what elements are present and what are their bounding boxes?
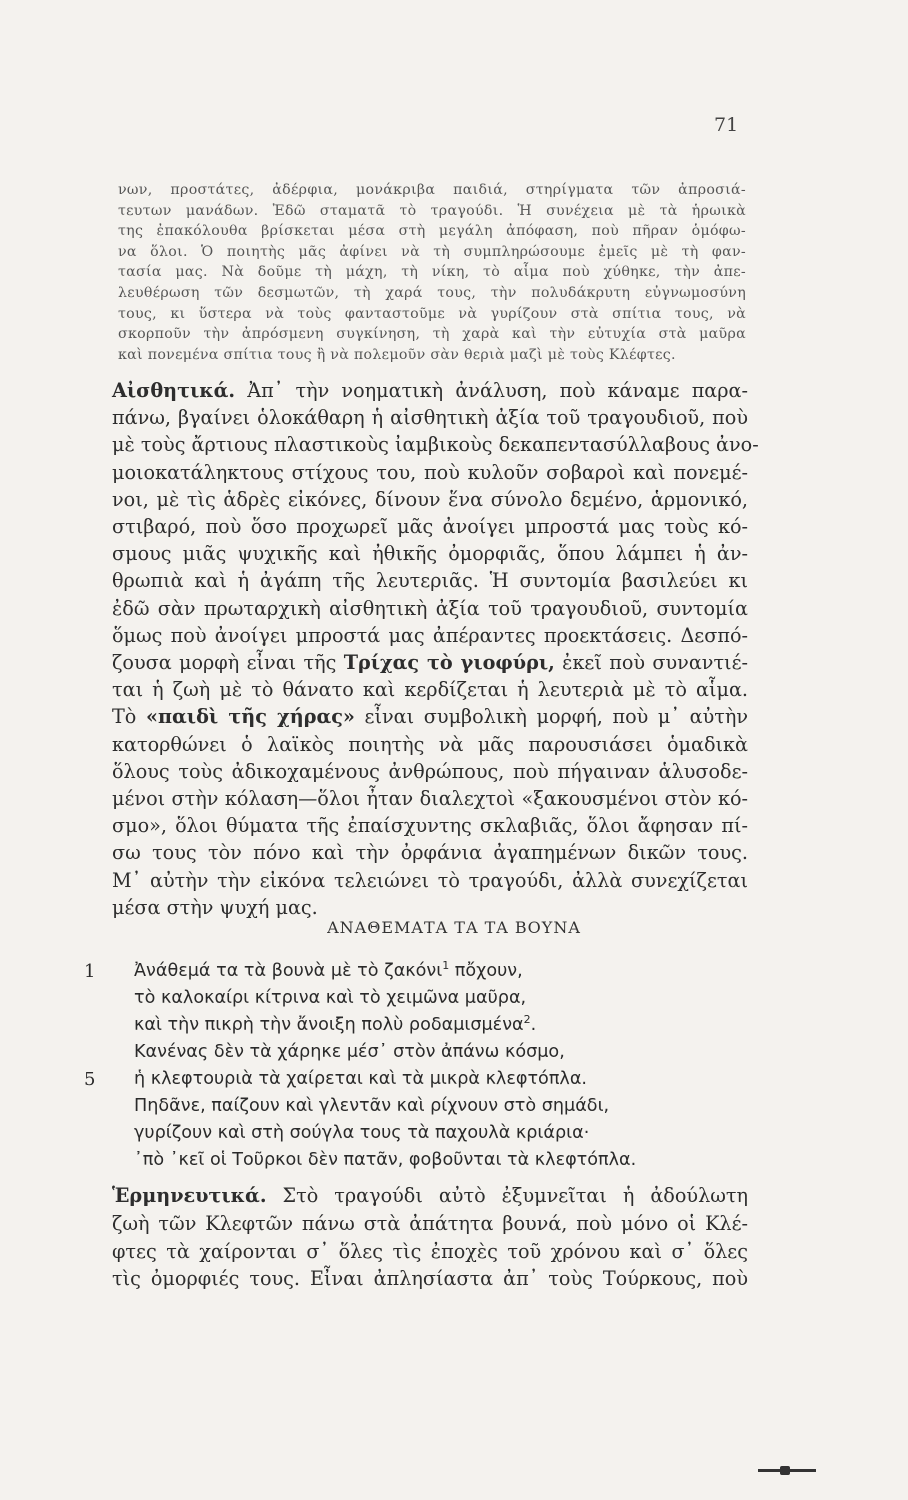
- verse-text-part: .: [530, 1015, 537, 1035]
- aesthetic-line: σμους μιᾶς ψυχικῆς καὶ ἠθικῆς ὀμορφιᾶς, ὅπου λάμπει ἡ ἀν-: [112, 542, 748, 566]
- aesthetic-heading: Αἰσθητικά.: [112, 379, 236, 402]
- footnote-marker: 1: [442, 959, 450, 973]
- bold-title-widow-child: «παιδὶ τῆς χήρας»: [146, 705, 355, 729]
- verse-text-part: πὄχουν,: [449, 961, 523, 981]
- verse-text: τὸ καλοκαίρι κίτρινα καὶ τὸ χειμῶνα μαῦρα,: [134, 988, 527, 1008]
- aesthetic-line: μὲ τοὺς ἄρτιους πλαστικοὺς ἰαμβικοὺς δεκαπεντασύλλαβους ἀνο-: [112, 433, 759, 457]
- verse-text-part: Ἀνάθεμά τα τὰ βουνὰ μὲ τὸ ζακόνι: [134, 961, 443, 981]
- hermeneutic-line: φτες τὰ χαίρονται σ᾽ ὅλες τὶς ἐποχὲς τοῦ χρόνου καὶ σ᾽ ὅλες: [112, 1239, 748, 1263]
- aesthetic-line-text: Τὸ: [112, 705, 146, 729]
- intro-line: τασία μας. Νὰ δοῦμε τὴ μάχη, τὴ νίκη, τὸ αἷμα ποὺ χύθηκε, τὴν ἀπε-: [118, 264, 746, 281]
- intro-line: σκορποῦν τὴν ἀπρόσμενη συγκίνηση, τὴ χαρὰ καὶ τὴν εὐτυχία στὰ μαῦρα: [118, 326, 746, 343]
- aesthetic-line: νοι, μὲ τὶς ἁδρὲς εἰκόνες, δίνουν ἕνα σύνολο δεμένο, ἁρμονικό,: [112, 487, 748, 511]
- intro-line: νων, προστάτες, ἀδέρφια, μονάκριβα παιδιά, στηρίγματα τῶν ἀπροσιά-: [118, 182, 746, 198]
- aesthetic-line: ὅμως ποὺ ἀνοίγει μπροστά μας ἀπέραντες προεκτάσεις. Δεσπό-: [112, 623, 748, 647]
- aesthetic-line: ὅλους τοὺς ἀδικοχαμένους ἀνθρώπους, ποὺ πήγαιναν ἁλυσοδε-: [112, 759, 748, 783]
- decorative-mark: [780, 1466, 790, 1475]
- intro-line: καὶ πονεμένα σπίτια τους ἢ νὰ πολεμοῦν σὰν θεριὰ μαζὶ μὲ τοὺς Κλέφτες.: [118, 346, 676, 363]
- poem: [0, 958, 908, 1174]
- verse: [0, 1147, 908, 1174]
- verse: [0, 1039, 908, 1066]
- verse-text: ἡ κλεφτουριὰ τὰ χαίρεται καὶ τὰ μικρὰ κλεφτόπλα.: [134, 1069, 588, 1089]
- intro-line: τους, κι ὕστερα νὰ τοὺς φανταστοῦμε νὰ γυρίζουν στὰ σπίτια τους, νὰ: [118, 305, 746, 322]
- verse-number: 5: [84, 1069, 96, 1090]
- aesthetic-line-text: ἐκεῖ ποὺ συναντιέ-: [554, 651, 749, 675]
- aesthetic-line-text: Ἀπ᾽ τὴν νοηματικὴ ἀνάλυση, ποὺ κάναμε παρα-: [235, 379, 748, 402]
- verse: [0, 985, 908, 1012]
- verse-number: 1: [84, 961, 96, 982]
- intro-line: της ἐπακόλουθα βρίσκεται μέσα στὴ μεγάλη ἀπόφαση, ποὺ πῆραν ὁμόφω-: [118, 223, 746, 240]
- aesthetic-line: μένοι στὴν κόλαση—ὅλοι ἦταν διαλεχτοὶ «ξακουσμένοι στὸν κό-: [112, 787, 748, 811]
- bold-title-bridge: Τρίχας τὸ γιοφύρι,: [343, 651, 555, 675]
- verse-text: Κανένας δὲν τὰ χάρηκε μέσ᾽ στὸν ἀπάνω κόσμο,: [134, 1042, 565, 1062]
- intro-line: να ὅλοι. Ὁ ποιητὴς μᾶς ἀφίνει νὰ τὴ συμπληρώσουμε ἐμεῖς μὲ τὴ φαν-: [118, 243, 746, 260]
- aesthetic-line: στιβαρό, ποὺ ὅσο προχωρεῖ μᾶς ἀνοίγει μπροστά μας τοὺς κό-: [112, 515, 748, 539]
- page-number: 71: [714, 114, 739, 136]
- poem-title: ΑΝΑΘΕΜΑΤΑ ΤΑ ΤΑ ΒΟΥΝΑ: [327, 918, 581, 937]
- verse: [0, 1093, 908, 1120]
- aesthetic-line: μέσα στὴν ψυχή μας.: [112, 895, 318, 919]
- verse-text: [134, 1012, 536, 1039]
- aesthetic-line: μοιοκατάληκτους στίχους του, ποὺ κυλοῦν σοβαροὶ καὶ πονεμέ-: [112, 460, 748, 484]
- hermeneutic-line: ζωὴ τῶν Κλεφτῶν πάνω στὰ ἀπάτητα βουνά, ποὺ μόνο οἱ Κλέ-: [112, 1211, 748, 1235]
- aesthetic-line: ται ἡ ζωὴ μὲ τὸ θάνατο καὶ κερδίζεται ἡ λευτεριὰ μὲ τὸ αἷμα.: [112, 678, 748, 702]
- aesthetic-line: [112, 703, 748, 730]
- verse-text-part: καὶ τὴν πικρὴ τὴν ἄνοιξη πολὺ ροδαμισμένα: [134, 1015, 524, 1035]
- verse: [0, 1120, 908, 1147]
- hermeneutic-line: τὶς ὀμορφιές τους. Εἶναι ἀπλησίαστα ἀπ᾽ τοὺς Τούρκους, ποὺ: [112, 1267, 748, 1291]
- hermeneutic-line-text: Στὸ τραγούδι αὐτὸ ἐξυμνεῖται ἡ ἀδούλωτη: [266, 1184, 748, 1207]
- aesthetic-line: σω τους τὸν πόνο καὶ τὴν ὀρφάνια ἀγαπημένων δικῶν τους.: [112, 841, 748, 865]
- verse: [0, 958, 908, 985]
- verse-text: ᾽πὸ ᾽κεῖ οἱ Τοῦρκοι δὲν πατᾶν, φοβοῦνται τὰ κλεφτόπλα.: [134, 1150, 637, 1170]
- verse: [0, 1066, 908, 1093]
- hermeneutic-heading: Ἑρμηνευτικά.: [112, 1184, 267, 1207]
- aesthetic-line: ἐδῶ σὰν πρωταρχικὴ αἰσθητικὴ ἀξία τοῦ τραγουδιοῦ, συντομία: [112, 596, 748, 620]
- aesthetic-line: πάνω, βγαίνει ὁλοκάθαρη ἡ αἰσθητικὴ ἀξία τοῦ τραγουδιοῦ, ποὺ: [112, 406, 748, 430]
- aesthetic-paragraph: [112, 377, 759, 921]
- intro-line: λευθέρωση τῶν δεσμωτῶν, τὴ χαρά τους, τὴν πολυδάκρυτη εὐγνωμοσύνη: [118, 284, 746, 301]
- footnote-marker: 2: [523, 1013, 531, 1027]
- intro-paragraph: [118, 180, 746, 365]
- verse-text: [134, 958, 523, 985]
- aesthetic-line: θρωπιὰ καὶ ἡ ἀγάπη τῆς λευτεριᾶς. Ἡ συντομία βασιλεύει κι: [112, 569, 748, 593]
- verse-text: Πηδᾶνε, παίζουν καὶ γλεντᾶν καὶ ρίχνουν στὸ σημάδι,: [134, 1096, 610, 1116]
- aesthetic-line: Μ᾽ αὐτὴν τὴν εἰκόνα τελειώνει τὸ τραγούδι, ἀλλὰ συνεχίζεται: [112, 868, 748, 892]
- aesthetic-line: [112, 649, 748, 676]
- aesthetic-line-text: ζουσα μορφὴ εἶναι τῆς: [112, 651, 344, 675]
- aesthetic-line: σμο», ὅλοι θύματα τῆς ἐπαίσχυντης σκλαβιᾶς, ὅλοι ἄφησαν πί-: [112, 814, 748, 838]
- hermeneutic-paragraph: [112, 1182, 748, 1293]
- aesthetic-line: κατορθώνει ὁ λαϊκὸς ποιητὴς νὰ μᾶς παρουσιάσει ὁμαδικὰ: [112, 732, 748, 756]
- aesthetic-line: [112, 377, 748, 404]
- hermeneutic-line: [112, 1182, 748, 1210]
- verse-text: γυρίζουν καὶ στὴ σούγλα τους τὰ παχουλὰ κριάρια·: [134, 1123, 590, 1143]
- verse: [0, 1012, 908, 1039]
- intro-line: τευτων μανάδων. Ἐδῶ σταματᾶ τὸ τραγούδι. Ἡ συνέχεια μὲ τὰ ἡρωικὰ: [118, 202, 746, 219]
- aesthetic-line-text: εἶναι συμβολικὴ μορφή, ποὺ μ᾽ αὐτὴν: [354, 705, 749, 729]
